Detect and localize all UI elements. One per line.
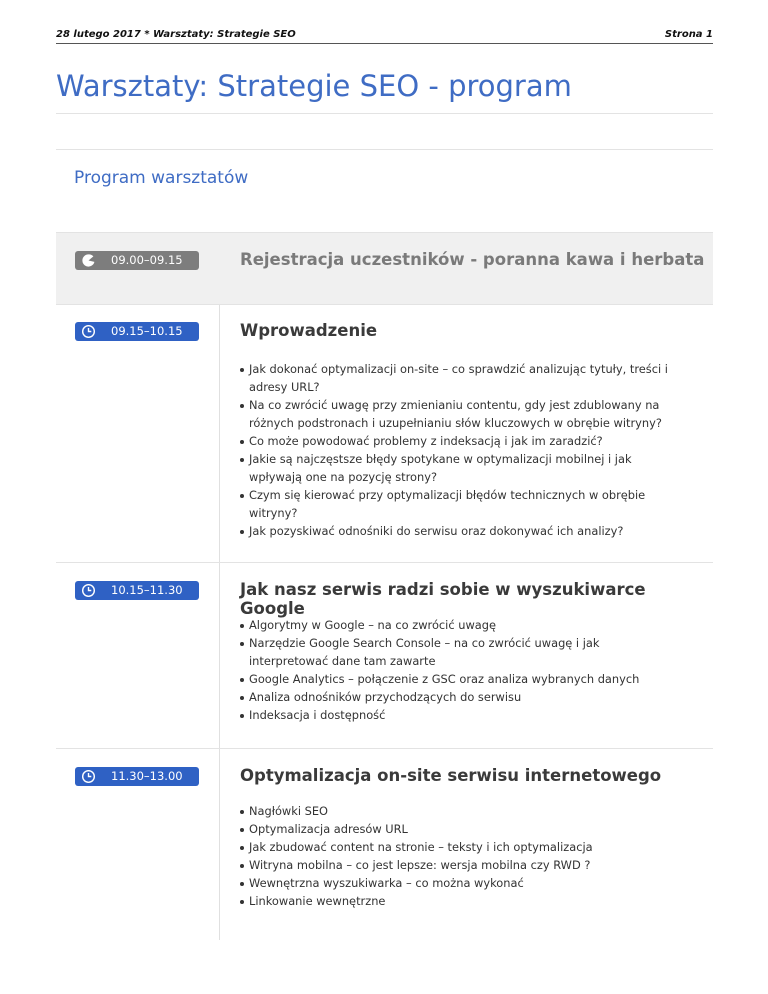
header-date-title: 28 lutego 2017 * Warsztaty: Strategie SEO (56, 29, 296, 40)
list-item: Jakie są najczęstsze błędy spotykane w optymalizacji mobilnej i jak wpływają one na pozycję strony? (240, 450, 680, 486)
section-title: Program warsztatów (74, 168, 249, 188)
list-item: Czym się kierować przy optymalizacji błędów technicznych w obrębie witryny? (240, 486, 680, 522)
schedule-row-introduction (56, 304, 713, 563)
header-page-number: Strona 1 (664, 29, 713, 40)
time-label: 11.30–13.00 (111, 769, 183, 783)
session-title: Rejestracja uczestników - poranna kawa i herbata (240, 250, 705, 269)
divider (56, 149, 713, 150)
list-item: Jak zbudować content na stronie – teksty i ich optymalizacja (240, 838, 680, 856)
clock-icon (81, 583, 96, 598)
session-title: Wprowadzenie (240, 321, 378, 340)
list-item: Google Analytics – połączenie z GSC oraz analiza wybranych danych (240, 670, 680, 688)
session-title: Optymalizacja on-site serwisu internetowego (240, 766, 662, 785)
time-label: 10.15–11.30 (111, 583, 183, 597)
coffee-icon (81, 253, 96, 268)
list-item: Witryna mobilna – co jest lepsze: wersja mobilna czy RWD ? (240, 856, 680, 874)
document-title: Warsztaty: Strategie SEO - program (56, 69, 572, 103)
time-label: 09.15–10.15 (111, 324, 183, 338)
list-item: Algorytmy w Google – na co zwrócić uwagę (240, 616, 680, 634)
list-item: Co może powodować problemy z indeksacją i jak im zaradzić? (240, 432, 680, 450)
list-item: Nagłówki SEO (240, 802, 680, 820)
time-badge (75, 322, 199, 341)
schedule-row-registration (56, 232, 713, 305)
session-title: Jak nasz serwis radzi sobie w wyszukiwarce Google (240, 580, 646, 618)
clock-icon (81, 324, 96, 339)
schedule-row-onsite-optimization (56, 748, 713, 941)
list-item: Linkowanie wewnętrzne (240, 892, 680, 910)
divider (56, 113, 713, 114)
clock-icon (81, 769, 96, 784)
list-item: Narzędzie Google Search Console – na co zwrócić uwagę i jak interpretować dane tam zawarte (240, 634, 680, 670)
time-badge (75, 251, 199, 270)
list-item: Optymalizacja adresów URL (240, 820, 680, 838)
list-item: Jak dokonać optymalizacji on-site – co sprawdzić analizując tytuły, treści i adresy URL? (240, 360, 680, 396)
list-item: Indeksacja i dostępność (240, 706, 680, 724)
time-badge (75, 767, 199, 786)
list-item: Wewnętrzna wyszukiwarka – co można wykonać (240, 874, 680, 892)
schedule-row-google-search (56, 562, 713, 749)
list-item: Na co zwrócić uwagę przy zmienianiu contentu, gdy jest zdublowany na różnych podstronach i uzupełnianiu słów kluczowych w obrębie witryny? (240, 396, 680, 432)
time-label: 09.00–09.15 (111, 253, 183, 267)
list-item: Analiza odnośników przychodzących do serwisu (240, 688, 680, 706)
time-badge (75, 581, 199, 600)
page-header (56, 29, 713, 44)
topic-list (240, 360, 680, 540)
topic-list (240, 616, 680, 724)
list-item: Jak pozyskiwać odnośniki do serwisu oraz dokonywać ich analizy? (240, 522, 680, 540)
topic-list (240, 802, 680, 910)
